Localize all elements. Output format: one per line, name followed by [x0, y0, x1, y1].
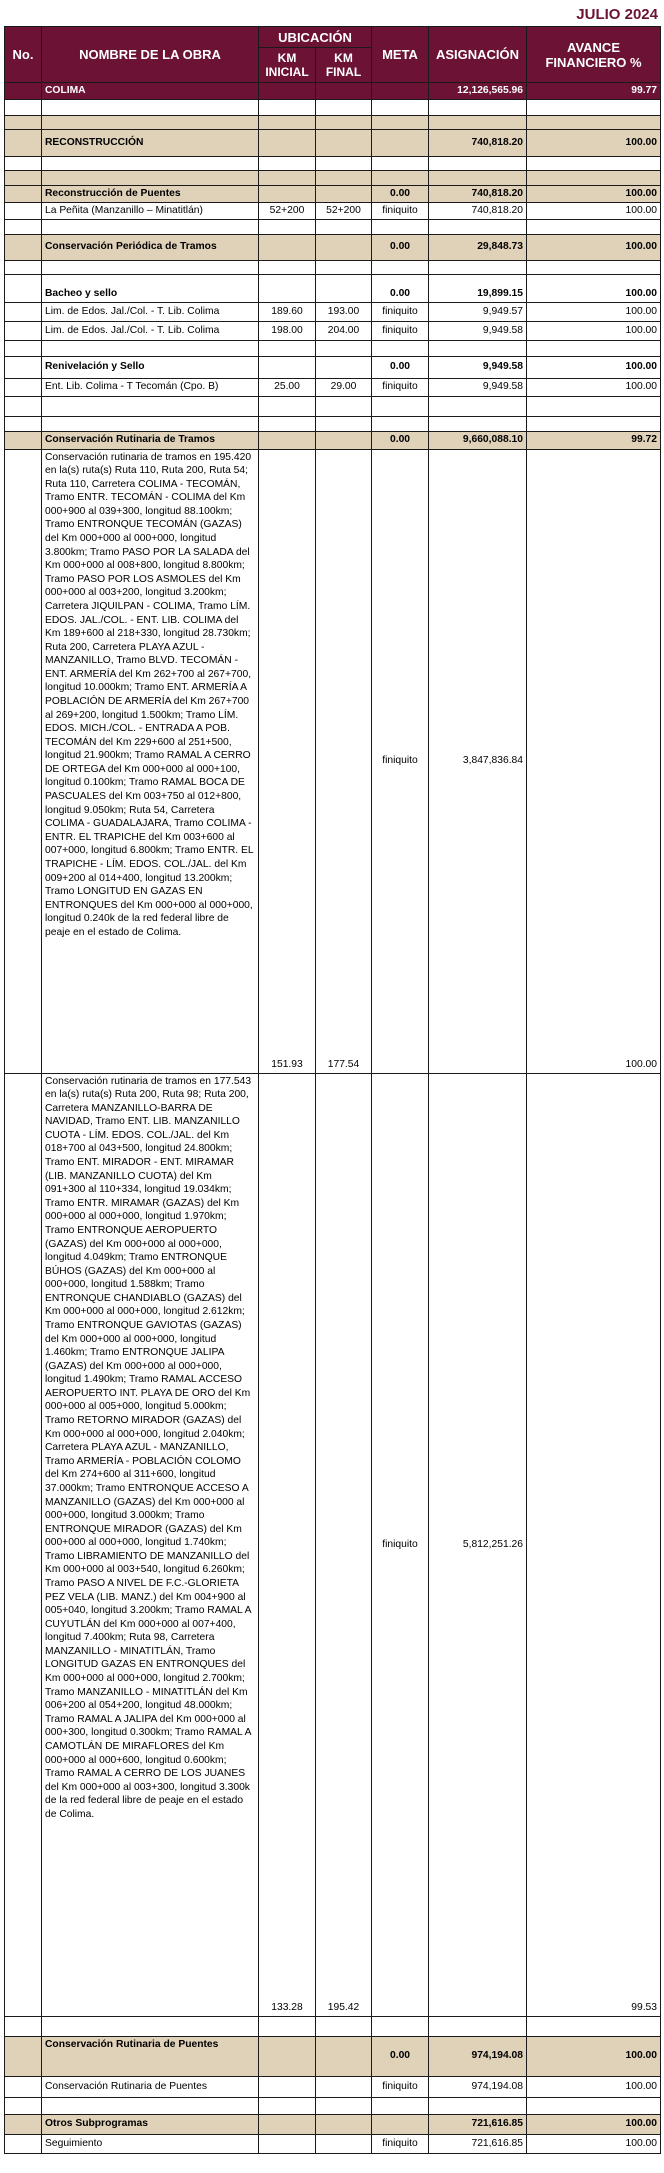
asignacion: 721,616.85: [429, 2114, 527, 2134]
header-asignacion: ASIGNACIÓN: [429, 27, 527, 83]
obra-name: Renivelación y Sello: [42, 356, 259, 378]
avance: 100.00: [527, 186, 661, 203]
obra-name: Conservación Rutinaria de Tramos: [42, 431, 259, 449]
works-table: [4, 26, 661, 2154]
subsection-row-cons-periodica: [5, 234, 661, 260]
asignacion: 5,812,251.26: [429, 1073, 527, 2016]
obra-name: Otros Subprogramas: [42, 2114, 259, 2134]
avance: 100.00: [527, 2076, 661, 2097]
header-km-inicial: KM INICIAL: [259, 48, 316, 83]
asignacion: 9,949.57: [429, 302, 527, 321]
asignacion: 9,949.58: [429, 378, 527, 396]
meta: 0.00: [372, 2036, 429, 2076]
meta: 0.00: [372, 431, 429, 449]
spacer-row: [5, 171, 661, 186]
km-final: 29.00: [316, 378, 372, 396]
obra-name: La Peñita (Manzanillo – Minatitlán): [42, 203, 259, 220]
header-avance: AVANCE FINANCIERO %: [527, 27, 661, 83]
obra-name: Lim. de Edos. Jal./Col. - T. Lib. Colima: [42, 321, 259, 340]
km-inicial: 198.00: [259, 321, 316, 340]
avance: 100.00: [527, 130, 661, 157]
table-row: [5, 2076, 661, 2097]
section-row-reconstruccion: [5, 130, 661, 157]
obra-name: Bacheo y sello: [42, 274, 259, 302]
km-inicial: 133.28: [259, 1073, 316, 2016]
table-row: [5, 449, 661, 1073]
asignacion: 9,949.58: [429, 356, 527, 378]
avance: 100.00: [527, 356, 661, 378]
subsection-row-rec-puentes: [5, 186, 661, 203]
obra-name: Conservación Rutinaria de Puentes: [42, 2076, 259, 2097]
asignacion: 740,818.20: [429, 130, 527, 157]
km-inicial: 151.93: [259, 449, 316, 1073]
avance: 100.00: [527, 321, 661, 340]
km-final: 204.00: [316, 321, 372, 340]
km-inicial: 189.60: [259, 302, 316, 321]
meta: finiquito: [372, 378, 429, 396]
obra-name: Reconstrucción de Puentes: [42, 186, 259, 203]
obra-name: RECONSTRUCCIÓN: [42, 130, 259, 157]
asignacion: 9,660,088.10: [429, 431, 527, 449]
spacer-row: [5, 340, 661, 356]
km-final: 177.54: [316, 449, 372, 1073]
meta: finiquito: [372, 2134, 429, 2153]
km-final: 52+200: [316, 203, 372, 220]
asignacion: 721,616.85: [429, 2134, 527, 2153]
meta: finiquito: [372, 449, 429, 1073]
meta: 0.00: [372, 234, 429, 260]
asignacion: 29,848.73: [429, 234, 527, 260]
header-meta: META: [372, 27, 429, 83]
asignacion: 12,126,565.96: [429, 83, 527, 100]
group-row-renivelacion: [5, 356, 661, 378]
header-ubicacion: UBICACIÓN: [259, 27, 372, 48]
avance: 99.77: [527, 83, 661, 100]
asignacion: 740,818.20: [429, 203, 527, 220]
header-km-final: KM FINAL: [316, 48, 372, 83]
table-row: [5, 1073, 661, 2016]
meta: finiquito: [372, 2076, 429, 2097]
km-final: 193.00: [316, 302, 372, 321]
obra-name: COLIMA: [42, 83, 259, 100]
table-row: [5, 203, 661, 220]
spacer-row: [5, 2016, 661, 2036]
asignacion: 740,818.20: [429, 186, 527, 203]
table-row: [5, 321, 661, 340]
meta: 0.00: [372, 274, 429, 302]
state-row-colima: [5, 83, 661, 100]
obra-name: Conservación rutinaria de tramos en 177.543 en la(s) ruta(s) Ruta 200, Ruta 98; Ruta 200, Carretera MANZANILLO-BARRA DE NAVIDAD, Tramo ENT. LIB. MANZANILLO CUOTA - LÍM. EDOS. COL./JAL. del Km 018+700 al 043+500, longitud 24.800km; Tramo ENT. MIRADOR - ENT. MIRAMAR (LIB. MANZANILLO CUOTA) del Km 091+300 al 110+334, longitud 19.034km; Tramo ENTR. MIRAMAR (GAZAS) del Km 000+000 al 000+000, longitud 1.970km; Tramo ENTRONQUE AEROPUERTO (GAZAS) del Km 000+000 al 000+000, longitud 4.049km; Tramo ENTRONQUE BÚHOS (GAZAS) del Km 000+000 al 000+000, longitud 1.588km; Tramo ENTRONQUE CHANDIABLO (GAZAS) del Km 000+000 al 000+000, longitud 2.612km; Tramo ENTRONQUE GAVIOTAS (GAZAS) del Km 000+000 al 000+000, longitud 1.460km; Tramo ENTRONQUE JALIPA (GAZAS) del Km 000+000 al 000+000, longitud 1.490km; Tramo RAMAL ACCESO AEROPUERTO INT. PLAYA DE ORO del Km 000+000 al 005+000, longitud 5.000km; Tramo RETORNO MIRADOR (GAZAS) del Km 000+000 al 000+000, longitud 2.040km; Carretera PLAYA AZUL - MANZANILLO, Tramo ARMERÍA - POBLACIÓN COLOMO del Km 274+600 al 311+600, longitud 37.000km; Tramo ENTRONQUE ACCESO A MANZANILLO (GAZAS) del Km 000+000 al 000+000, longitud 3.000km; Tramo ENTRONQUE MIRADOR (GAZAS) del Km 000+000 al 000+000, longitud 1.740km; Tramo LIBRAMIENTO DE MANZANILLO del Km 000+000 al 003+540, longitud 6.260km; Tramo PASO A NIVEL DE F.C.-GLORIETA PEZ VELA (LIB. MANZ.) del Km 004+900 al 005+040, longitud 3.200km; Tramo RAMAL A CUYUTLÁN del Km 000+000 al 007+400, longitud 7.400km; Ruta 98, Carretera MANZANILLO - MINATITLÁN, Tramo LONGITUD GAZAS EN ENTRONQUES del Km 000+000 al 000+000, longitud 2.700km; Tramo MANZANILLO - MINATITLÁN del Km 006+200 al 054+200, longitud 48.000km; Tramo RAMAL A JALIPA del Km 000+000 al 000+300, longitud 0.300km; Tramo RAMAL A CAMOTLÁN DE MIRAFLORES del Km 000+000 al 000+600, longitud 0.600km; Tramo RAMAL A CERRO DE LOS JUANES del Km 000+000 al 003+300, longitud 3.300k de la red federal libre de peaje en el estado de Colima.: [42, 1073, 259, 2016]
obra-name: Conservación Periódica de Tramos: [42, 234, 259, 260]
subsection-row-otros: [5, 2114, 661, 2134]
avance: 100.00: [527, 2114, 661, 2134]
avance: 100.00: [527, 234, 661, 260]
meta: 0.00: [372, 186, 429, 203]
spacer-row: [5, 396, 661, 416]
obra-name: Seguimiento: [42, 2134, 259, 2153]
header-obra: NOMBRE DE LA OBRA: [42, 27, 259, 83]
subsection-row-cons-rutinaria: [5, 431, 661, 449]
spacer-row: [5, 260, 661, 274]
table-row: [5, 378, 661, 396]
spacer-row: [5, 219, 661, 234]
km-inicial: 52+200: [259, 203, 316, 220]
avance: 100.00: [527, 378, 661, 396]
asignacion: 9,949.58: [429, 321, 527, 340]
avance: 100.00: [527, 449, 661, 1073]
asignacion: 974,194.08: [429, 2036, 527, 2076]
spacer-row: [5, 100, 661, 116]
avance: 100.00: [527, 2036, 661, 2076]
spacer-row: [5, 416, 661, 431]
spacer-row: [5, 2097, 661, 2114]
avance: 100.00: [527, 2134, 661, 2153]
avance: 99.72: [527, 431, 661, 449]
asignacion: 19,899.15: [429, 274, 527, 302]
avance: 100.00: [527, 302, 661, 321]
km-final: 195.42: [316, 1073, 372, 2016]
obra-name: Ent. Lib. Colima - T Tecomán (Cpo. B): [42, 378, 259, 396]
avance: 100.00: [527, 274, 661, 302]
asignacion: 3,847,836.84: [429, 449, 527, 1073]
avance: 99.53: [527, 1073, 661, 2016]
obra-name: Lim. de Edos. Jal./Col. - T. Lib. Colima: [42, 302, 259, 321]
km-inicial: 25.00: [259, 378, 316, 396]
meta: finiquito: [372, 203, 429, 220]
subsection-row-cons-rut-puentes: [5, 2036, 661, 2076]
meta: finiquito: [372, 302, 429, 321]
spacer-row: [5, 116, 661, 130]
meta: finiquito: [372, 1073, 429, 2016]
group-row-bacheo: [5, 274, 661, 302]
table-row: [5, 302, 661, 321]
avance: 100.00: [527, 203, 661, 220]
meta: 0.00: [372, 356, 429, 378]
table-row: [5, 2134, 661, 2153]
obra-name: Conservación rutinaria de tramos en 195.420 en la(s) ruta(s) Ruta 110, Ruta 200, Ruta 54; Ruta 110, Carretera COLIMA - TECOMÁN, Tramo ENTR. TECOMÁN - COLIMA del Km 000+900 al 039+300, longitud 88.100km; Tramo ENTRONQUE TECOMÁN (GAZAS) del Km 000+000 al 000+000, longitud 3.800km; Tramo PASO POR LA SALADA del Km 000+000 al 008+800, longitud 8.800km; Tramo PASO POR LOS ASMOLES del Km 000+000 al 003+200, longitud 3.200km; Carretera JIQUILPAN - COLIMA, Tramo LÍM. EDOS. JAL./COL. - ENT. LIB. COLIMA del Km 189+600 al 218+330, longitud 28.730km; Ruta 200, Carretera PLAYA AZUL - MANZANILLO, Tramo BLVD. TECOMÁN - ENT. ARMERÍA del Km 262+700 al 267+700, longitud 10.000km; Tramo ENT. ARMERÍA A POBLACIÓN DE ARMERÍA del Km 267+700 al 269+200, longitud 1.500km; Tramo LÍM. EDOS. MICH./COL. - ENTRADA A POB. TECOMÁN del Km 229+600 al 251+500, longitud 21.900km; Tramo RAMAL A CERRO DE ORTEGA del Km 000+000 al 000+100, longitud 0.100km; Tramo RAMAL BOCA DE PASCUALES del Km 003+750 al 012+800, longitud 9.050km; Ruta 54, Carretera COLIMA - GUADALAJARA, Tramo COLIMA - ENTR. EL TRAPICHE del Km 003+600 al 007+000, longitud 6.800km; Tramo ENTR. EL TRAPICHE - LÍM. EDOS. COL./JAL. del Km 009+200 al 014+400, longitud 13.200km; Tramo LONGITUD EN GAZAS EN ENTRONQUES del Km 000+000 al 000+000, longitud 0.240k de la red federal libre de peaje en el estado de Colima.: [42, 449, 259, 1073]
obra-name: Conservación Rutinaria de Puentes: [42, 2036, 259, 2076]
report-date: JULIO 2024: [576, 6, 658, 23]
meta: finiquito: [372, 321, 429, 340]
spacer-row: [5, 157, 661, 171]
asignacion: 974,194.08: [429, 2076, 527, 2097]
header-no: No.: [5, 27, 42, 83]
